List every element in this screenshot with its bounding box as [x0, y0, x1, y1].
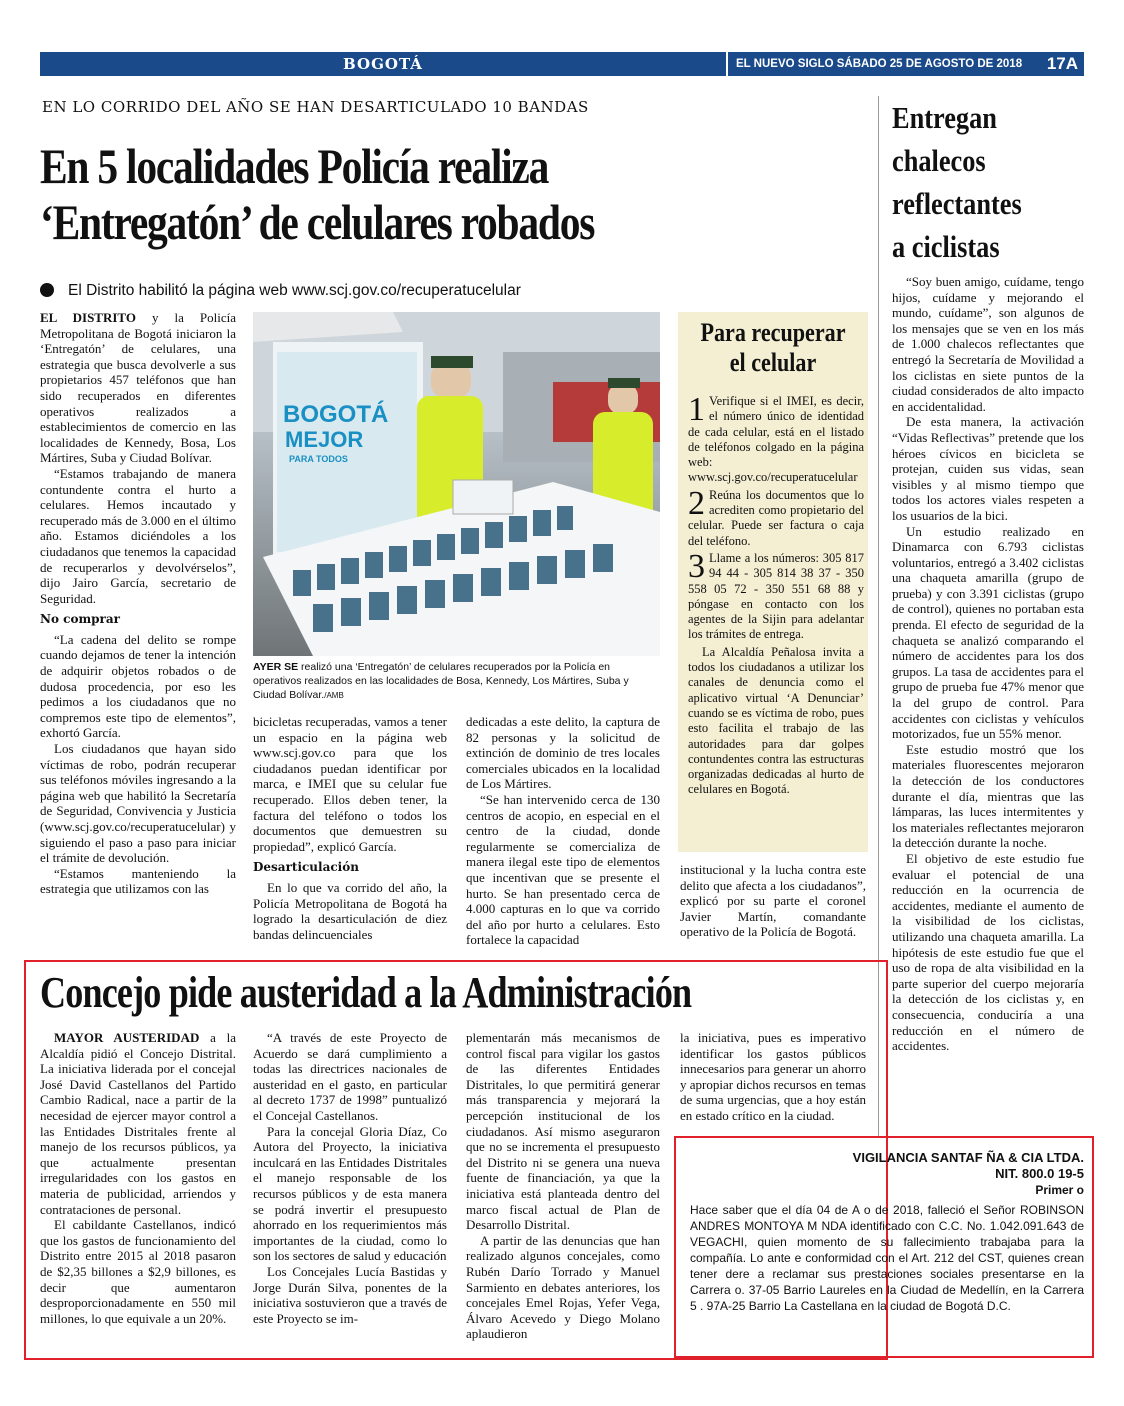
box-title-line2: el celular: [729, 348, 817, 377]
header-divider: [726, 52, 728, 76]
paragraph: “Estamos manteniendo la estrategia que utilizamos con las: [40, 865, 236, 897]
step-number: 2: [688, 484, 705, 522]
paragraph: plementarán más mecanismos de control fiscal para vigilar los gastos de las diferentes Entidades Distritales, lo que permitirá generar más transparencia y mejorará la percepción institucional de los ciudadanos. Así mismo asegurаron que no se incrementa el presupuesto del Distrito ni se genera una nueva fuente de financiación, ya que la iniciativa está planteada dentro del marco fiscal actual de Plan de Desarrollo Distrital.: [466, 1030, 660, 1233]
paragraph-text: a la Alcaldía pidió el Concejo Distrital. La iniciativa liderada por el concejal José David Castellanos del Partido Cambio Radical, nace a partir de la necesidad de ejercer mayor control a las Entidades Distritales frente al manejo de los recursos públicos, ya que actualmente presentan irregularidades con los gastos en materia de publicidad, arriendos y contrataciones de personal.: [40, 1030, 236, 1217]
box-body: [688, 391, 864, 798]
page-number: 17A: [1046, 54, 1078, 73]
paragraph: “Se han intervenido cerca de 130 centros de acopio, en especial en el centro de la ciudad, donde regularmente se comercializa de manera ilegal este tipo de elementos que incentivan que se presente el hurto. Se han presentado cerca de 4.000 capturas en lo que va corrido del año por hurto a celulares. Esto fortalece la capacidad: [466, 791, 660, 948]
paragraph: la iniciativa, pues es imperativo identificar los gastos públicos innecesarios para generar un ahorro y apropiar dichos recursos en temas de suma urgencias, que a hoy están en estado crítico en la ciudad.: [680, 1030, 866, 1123]
paragraph: Un estudio realizado en Dinamarca con 6.793 ciclistas voluntarios, entregó a 3.402 ciclistas una chaqueta amarilla (grupo de prueba) y con 3.391 ciclistas (grupo de control), quienes no portaban esta prenda. El efecto de seguridad de la chaqueta se analizó comparando el número de accidentes para los dos grupos. La tasa de accidentes para el grupo de prueba fue 47% menor que la del grupo de control. Para accidentes con ciclistas y vehículos motorizados, fue un 55% menor.: [892, 523, 1084, 742]
paragraph: dedicadas a este delito, la captura de 82 personas y la solicitud de extinción de dominio de tres locales comerciales ubicados en la localidad de Los Mártires.: [466, 714, 660, 792]
right-headline-line: Entregan: [892, 100, 997, 135]
paragraph: Para la concejal Gloria Díaz, Co Autora del Proyecto, la iniciativa inculcará en las Entidades Distritales el manejo responsable de los recursos públicos y de esta manera se podrá invertir el presupuesto ahorrado en los requerimientos más importantes de la ciudad, como lo son los sectores de salud y educación: [253, 1123, 447, 1264]
notice-body: Hace saber que el día 04 de A o de 2018, falleció el Señor ROBINSON ANDRES MONTOYA M NDA identificado con C.C. No. 1.042.091.643 de VEGACHI, quien momento de su fallecimiento trabajaba para la compañía. Lo ante e conformidad con el Art. 212 del CST, quienes crean tener dere a reclamar sus prestaciones sociales presentarse en la Carrera o. 37-05 Barrio Laureles en la Ciudad de Medellín, en la Carrera 5 . 97A-25 Barrio La Castellana en la ciudad de Bogotá D.C.: [690, 1203, 1084, 1313]
section-name: BOGOTÁ: [343, 55, 423, 73]
main-subhead: [40, 282, 521, 300]
photo-illustration: [253, 312, 660, 656]
paragraph: Los Concejales Lucía Bastidas y Jorge Durán Silva, ponentes de la iniciativa sostuvieron que a través de este Proyecto se im-: [253, 1263, 447, 1326]
lead-in: EL DISTRITO: [40, 310, 136, 325]
paragraph: El objetivo de este estudio fue evaluar el potencial de una reducción en la ocurrencia de accidentes, mediante el aumento de la visibilidad de los ciclistas, utilizando una chaqueta amarilla. La hipótesis de este estudio fue que el uso de ropa de alta visibilidad en la parte superior del cuerpo mejoraría la detección de los ciclistas y, en consecuencia, conduciría a una reducción en el número de accidentes.: [892, 850, 1084, 1054]
paragraph: “Soy buen amigo, cuídame, tengo hijos, cuídame y mejorando el mundo, cuídame”, son algunos de los mensajes que se ven en los más de 1.000 chalecos reflectantes que entregó la Secretaría de Movilidad a los ciclistas en siete puntos de la ciudad considerados de alto impacto en accidentalidad.: [892, 274, 1084, 414]
paragraph: A partir de las denuncias que han realizado algunos concejales, como Rubén Darío Torrado y Manuel Sarmiento en debates anteriores, los concejales Emel Rojas, Yefer Vega, Álvaro Acevedo y Diego Molano aplaudieron: [466, 1232, 660, 1342]
photo-caption: [253, 660, 660, 703]
dateline: EL NUEVO SIGLO SÁBADO 25 DE AGOSTO DE 2018: [736, 58, 1023, 70]
paragraph: bicicletas recuperadas, vamos a tener un espacio en la página web www.scj.gov.co para que los ciudadanos puedan identificar por marca, e IMEI que su celular fue recuperado. Ellos deben tener, la factura del teléfono o todos los documentos que demuestren su propiedad”, explicó García.: [253, 714, 447, 854]
concejo-col-4: [680, 1030, 866, 1124]
section-subhead: No comprar: [40, 612, 120, 627]
concejo-col-2: [253, 1030, 447, 1326]
main-col-4: [680, 862, 866, 940]
right-headline-line: chalecos: [892, 143, 986, 178]
main-headline: [40, 138, 729, 250]
how-to-recover-box: [678, 312, 868, 852]
step-2: [688, 484, 864, 549]
paragraph-text: y la Policía Metropolitana de Bogotá iniciaron la ‘Entregatón’ de celulares, una estrategia que busca devolverle a sus propietarios 457 teléfonos que han sido recuperados en diferentes operativos realizados a establecimientos de comercio en las localidades de Kennedy, Bosa, Los Mártires, Suba y Ciudad Bolívar.: [40, 310, 236, 466]
paragraph: Este estudio mostró que los materiales fluorescentes mejoraron la detección de los conductores durante el día, mientras que las lámparas, las luces intermitentes y los materiales reflectantes mejoraron la detección durante la noche.: [892, 741, 1084, 851]
right-headline: [892, 96, 1062, 268]
notice-sequence: Primer o: [1035, 1183, 1084, 1197]
story-photo: [253, 312, 660, 656]
box-closing: La Alcaldía Peñalosa invita a todos los ciudadanos a utilizar los canales de denuncia como el aplicativo virtual ‘A Denunciar’ cuando se es víctima de robo, pues esto facilita el trabajo de las autoridades para dar golpes contundentes contra las estructuras organizadas dedicadas al hurto de celulares en Bogotá.: [688, 644, 864, 797]
step-3: [688, 547, 864, 643]
box-title-line1: Para recuperar: [700, 318, 846, 347]
caption-text: realizó una ‘Entregatón’ de celulares recuperados por la Policía en operativos realizados en las localidades de Bosa, Kennedy, Los Mártires, Suba y Ciudad Bolívar.: [253, 661, 629, 701]
paragraph: “Estamos trabajando de manera contundente contra el hurto a celulares. Hemos incautado y recuperado más de 3.000 en el último año. Estamos diciéndoles a los ciudadanos que tenemos la capacidad de recuperarlos y devolvérselos”, dijo Jairo García, secretario de Seguridad.: [40, 465, 236, 606]
banner-line3: PARA TODOS: [289, 454, 348, 464]
main-headline-line2: ‘Entregatón’ de celulares robados: [40, 194, 595, 250]
paragraph: “A través de este Proyecto de Acuerdo se dará cumplimiento a todas las directrices nacionales de austeridad en el gasto, en particular al decreto 1737 de 1998” puntualizó el Concejal Castellanos.: [253, 1030, 447, 1123]
notice-company: VIGILANCIA SANTAF ÑA & CIA LTDA.: [852, 1150, 1084, 1165]
step-1: [688, 391, 864, 486]
paragraph: [40, 1030, 236, 1217]
right-headline-line: reflectantes: [892, 186, 1022, 221]
paragraph: El cabildante Castellanos, indicó que los gastos de funcionamiento del Distrito entre 2015 al 2018 pasaron de $2,35 billones a $2,9 billones, es decir que aumentaron desproporcionadamente en 550 mil millones, lo que equivale a un 20%.: [40, 1217, 236, 1326]
concejo-headline: Concejo pide austeridad a la Administración: [40, 968, 692, 1017]
box-title: [692, 318, 854, 378]
right-headline-line: a ciclistas: [892, 229, 1000, 264]
banner-line2: MEJOR: [285, 427, 364, 452]
paragraph: institucional y la lucha contra este delito que afecta a los ciudadanos”, explicó por su parte el coronel Javier Martín, comandante operativo de la Policía de Bogotá.: [680, 862, 866, 940]
step-text: Llame a los números: 305 817 94 44 - 305 814 38 37 - 350 558 05 72 - 350 551 68 88 y póngase en contacto con los agentes de la Sijin para adelantar los trámites de entrega.: [688, 550, 864, 642]
section-header-bar: [40, 52, 1084, 76]
main-col-2: [253, 714, 447, 942]
concejo-col-1: [40, 1030, 236, 1326]
paragraph: [40, 310, 236, 466]
lead-in: MAYOR AUSTERIDAD: [54, 1030, 200, 1045]
main-headline-line1: En 5 localidades Policía realiza: [40, 138, 549, 194]
right-col: [892, 274, 1084, 1054]
paragraph: Los ciudadanos que hayan sido víctimas de robo, podrán recuperar sus teléfonos móviles ingresando a la página web que habilitó la Secretaría de Seguridad, Convivencia y Justicia (www.scj.gov.co/recuperatucelular) y siguiendo el paso a paso para iniciar el trámite de devolución.: [40, 741, 236, 866]
concejo-col-3: [466, 1030, 660, 1342]
step-text: Reúna los documentos que lo acrediten como propietario del celular. Puede ser factura o caja del teléfono.: [688, 487, 864, 548]
paragraph: En lo que va corrido del año, la Policía Metropolitana de Bogotá ha logrado la desarticulación de diez bandas delincuenciales: [253, 879, 447, 942]
step-number: 1: [688, 391, 705, 428]
paragraph: De esta manera, la activación “Vidas Reflectivas” pretende que los héroes cívicos en bicicleta se protejan, cuiden sus vidas, sean visibles y al mismo tiempo que todos los actores viales respeten a los usuarios de la bici.: [892, 414, 1084, 523]
bullet-icon: [40, 283, 54, 297]
caption-lead: AYER SE: [253, 661, 299, 673]
step-number: 3: [688, 547, 705, 585]
main-subhead-text: El Distrito habilitó la página web www.scj.gov.co/recuperatucelular: [68, 282, 521, 299]
main-kicker: EN LO CORRIDO DEL AÑO SE HAN DESARTICULADO 10 BANDAS: [42, 98, 589, 116]
paragraph: “La cadena del delito se rompe cuando dejamos de tener la intención de adquirir objetos robados o de dudosa procedencia, por eso les pedimos a los ciudadanos que no compremos este tipo de elementos”, exhortó García.: [40, 631, 236, 741]
caption-credit: /AMB: [324, 691, 344, 700]
notice-nit: NIT. 800.0 19-5: [995, 1166, 1084, 1181]
section-subhead: Desarticulación: [253, 860, 359, 875]
main-col-1: [40, 310, 236, 897]
step-text: Verifique si el IMEI, es decir, el número único de identidad de cada celular, está en el listado de teléfonos colgado en la página web: www.scj.gov.co/recuperatucelular: [688, 394, 864, 485]
main-col-3: [466, 714, 660, 948]
death-notice: [690, 1150, 1084, 1314]
banner-line1: BOGOTÁ: [283, 401, 389, 428]
